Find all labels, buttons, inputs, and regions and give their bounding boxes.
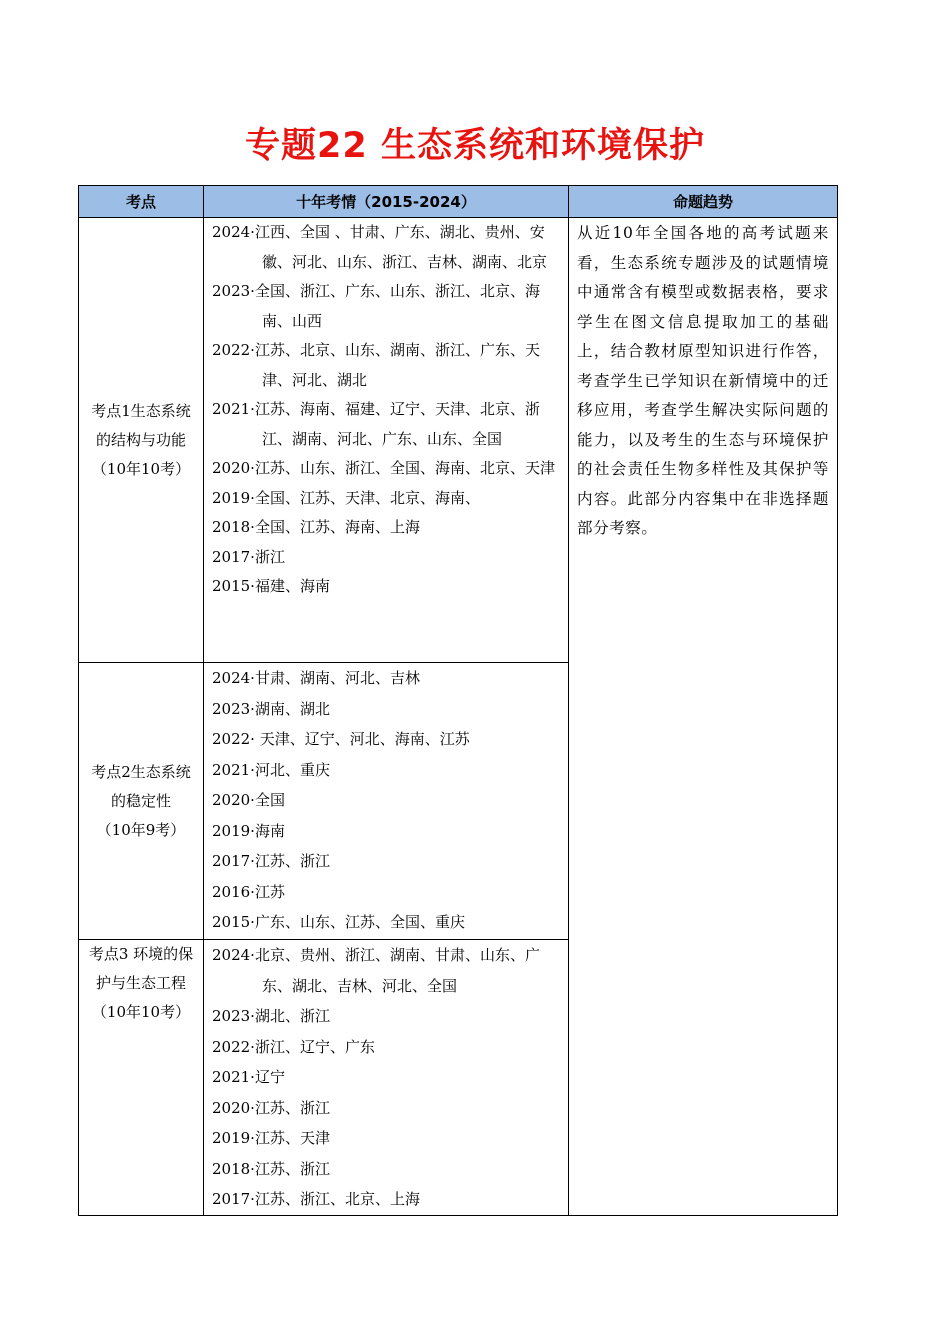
- list-item: 2022· 天津、辽宁、河北、海南、江苏: [212, 730, 470, 748]
- list-item: 2021·江苏、海南、福建、辽宁、天津、北京、浙江、湖南、河北、广东、山东、全国: [212, 400, 540, 448]
- list-item: 2021·河北、重庆: [212, 760, 330, 779]
- topic-cell-2: [79, 663, 204, 940]
- list-item: 2024·甘肃、湖南、河北、吉林: [212, 669, 420, 687]
- header-row: [79, 186, 838, 218]
- list-item: 2015·广东、山东、江苏、全国、重庆: [212, 913, 465, 931]
- list-item: 2016·江苏: [212, 882, 285, 901]
- header-topic: 考点: [79, 186, 204, 218]
- history-cell-1: [204, 218, 569, 663]
- list-item: 2020·全国: [212, 791, 285, 809]
- list-item: 2017·江苏、浙江: [212, 852, 330, 870]
- list-item: 2017·江苏、浙江、北京、上海: [212, 1190, 420, 1208]
- list-item: 2023·湖北、浙江: [212, 1007, 330, 1025]
- header-history: 十年考情（2015-2024）: [204, 186, 569, 218]
- list-item: 2019·全国、江苏、天津、北京、海南、: [212, 488, 480, 507]
- list-item: 2023·湖南、湖北: [212, 699, 330, 718]
- topic-name: 考点1生态系统的结构与功能: [91, 401, 191, 449]
- list-item: 2022·江苏、北京、山东、湖南、浙江、广东、天津、河北、湖北: [212, 341, 540, 389]
- list-item: 2018·江苏、浙江: [212, 1159, 330, 1178]
- topic-name: 考点3 环境的保护与生态工程: [88, 945, 194, 992]
- list-item: 2024·江西、全国 、甘肃、广东、湖北、贵州、安徽、河北、山东、浙江、吉林、湖南、北京: [212, 223, 548, 271]
- list-item: 2021·辽宁: [212, 1068, 285, 1086]
- topic-count: （10年9考）: [96, 820, 186, 839]
- topic-name: 考点2生态系统的稳定性: [91, 762, 191, 810]
- topic-count: （10年10考）: [91, 459, 191, 478]
- history-cell-2: [204, 663, 569, 940]
- topic-count: （10年10考）: [91, 1003, 191, 1021]
- list-item: 2023·全国、浙江、广东、山东、浙江、北京、海南、山西: [212, 282, 540, 330]
- list-item: 2020·江苏、浙江: [212, 1098, 330, 1117]
- list-item: 2024·北京、贵州、浙江、湖南、甘肃、山东、广东、湖北、吉林、河北、全国: [212, 946, 540, 995]
- list-item: 2017·浙江: [212, 547, 285, 566]
- topic-cell-3: [79, 940, 204, 1216]
- trend-cell: 从近10年全国各地的高考试题来看，生态系统专题涉及的试题情境中通常含有模型或数据表格，要求学生在图文信息提取加工的基础上，结合教材原型知识进行作答，考查学生已学知识在新情境中的迁移应用，考查学生解决实际问题的能力，以及考生的生态与环境保护的社会责任生物多样性及其保护等内容。此部分内容集中在非选择题部分考察。: [569, 218, 838, 1216]
- exam-analysis-table: [78, 185, 838, 1216]
- list-item: 2020·江苏、山东、浙江、全国、海南、北京、天津: [212, 459, 555, 477]
- list-item: 2018·全国、江苏、海南、上海: [212, 518, 420, 536]
- topic-cell-1: [79, 218, 204, 663]
- topic-row-1: [79, 218, 838, 663]
- list-item: 2022·浙江、辽宁、广东: [212, 1037, 375, 1056]
- page-title: 专题22 生态系统和环境保护: [245, 126, 705, 166]
- list-item: 2019·江苏、天津: [212, 1129, 330, 1147]
- header-trend: 命题趋势: [569, 186, 838, 218]
- list-item: 2015·福建、海南: [212, 577, 330, 595]
- list-item: 2019·海南: [212, 821, 285, 840]
- history-cell-3: [204, 940, 569, 1216]
